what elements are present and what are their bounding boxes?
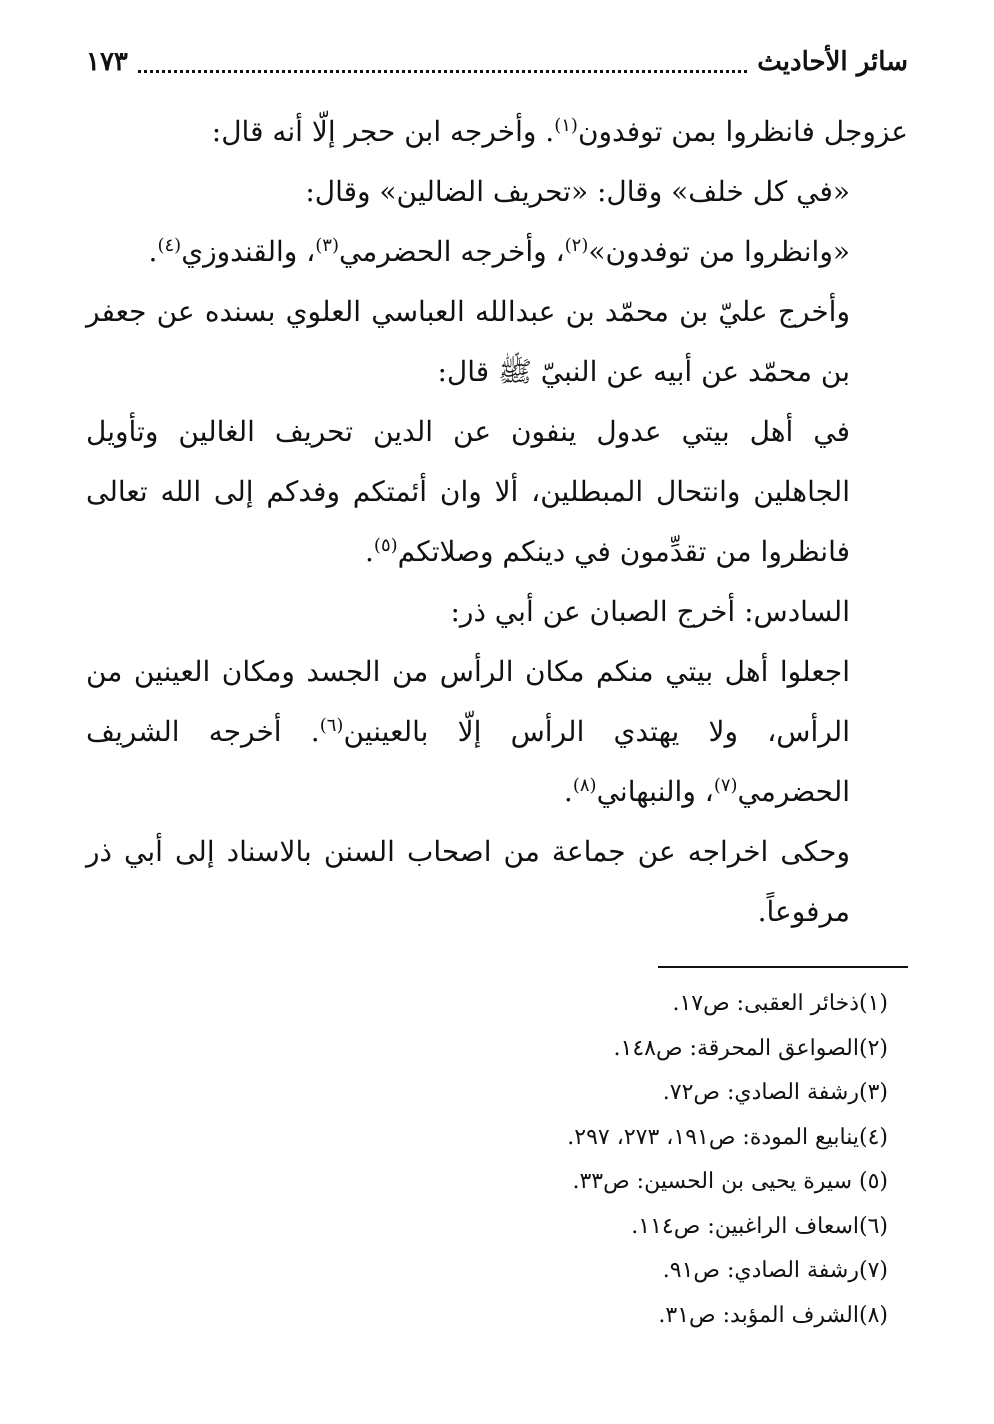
paragraph-3-text-b: ، وأخرجه الحضرمي <box>338 235 565 268</box>
paragraph-3-text-c: ، والقندوزي <box>181 235 316 268</box>
paragraph-5-text: في أهل بيتي عدول ينفون عن الدين تحريف الغالين وتأويل الجاهلين وانتحال المبطلين، ألا وان أئمتكم وفدكم إلى الله تعالى فانظروا من تقدِّمون في دينكم وصلاتكم <box>86 415 850 568</box>
paragraph-7 <box>86 642 908 822</box>
footnote-8: (٨)الشرف المؤبد: ص٣١. <box>658 1302 888 1328</box>
paragraph-5 <box>86 402 908 582</box>
paragraph-1-tail: . وأخرجه ابن حجر إلّا أنه قال: <box>211 115 555 148</box>
paragraph-4: وأخرج عليّ بن محمّد بن عبدالله العباسي العلوي بسنده عن جعفر بن محمّد عن أبيه عن النبيّ ﷺ قال: <box>86 295 850 388</box>
footnote-ref-2[interactable]: (٢) <box>564 235 589 256</box>
footnote-separator <box>658 966 908 968</box>
paragraph-1 <box>86 102 908 162</box>
footnote-ref-7[interactable]: (٧) <box>713 775 738 796</box>
footnote-6: (٦)اسعاف الراغبين: ص١١٤. <box>631 1213 888 1239</box>
paragraph-2: «في كل خلف» وقال: «تحريف الضالين» وقال: <box>305 175 850 208</box>
footnote-ref-3[interactable]: (٣) <box>315 235 339 256</box>
footnote-4: (٤)ينابيع المودة: ص١٩١، ٢٧٣، ٢٩٧. <box>567 1124 888 1150</box>
footnote-2: (٢)الصواعق المحرقة: ص١٤٨. <box>613 1035 888 1061</box>
footnote-ref-6[interactable]: (٦) <box>319 715 344 736</box>
footnote-ref-8[interactable]: (٨) <box>572 775 597 796</box>
footnote-ref-4[interactable]: (٤) <box>157 235 182 256</box>
page-number: ١٧٣ <box>86 47 128 77</box>
running-title: سائر الأحاديث <box>757 47 908 77</box>
paragraph-5-tail: . <box>365 535 374 568</box>
paragraph-3 <box>86 222 908 282</box>
footnote-ref-5[interactable]: (٥) <box>373 535 398 556</box>
paragraph-7-text-d: . <box>563 775 573 808</box>
footnote-7: (٧)رشفة الصادي: ص٩١. <box>662 1258 888 1283</box>
header-dot-leader <box>138 70 747 73</box>
paragraph-8: وحكى اخراجه عن جماعة من اصحاب السنن بالاسناد إلى أبي ذر مرفوعاً. <box>86 835 850 928</box>
footnote-5: (٥) سيرة يحيى بن الحسين: ص٣٣. <box>572 1169 888 1194</box>
paragraph-7-text-c: ، والنبهاني <box>596 775 714 808</box>
running-header <box>86 40 908 84</box>
footnote-3: (٣)رشفة الصادي: ص٧٢. <box>662 1080 888 1105</box>
paragraph-7-text-b: . أخرجه الشريف الحضرمي <box>86 715 850 808</box>
footnote-ref-1[interactable]: (١) <box>554 115 578 136</box>
footnotes <box>86 982 908 1338</box>
footnote-1: (١)ذخائر العقبى: ص١٧. <box>672 991 888 1016</box>
main-text <box>86 102 908 942</box>
paragraph-3-text-d: . <box>148 235 158 268</box>
paragraph-3-text-a: «وانظروا من توفدون» <box>588 235 850 268</box>
paragraph-7-text-a: اجعلوا أهل بيتي منكم مكان الرأس من الجسد ومكان العينين من الرأس، ولا يهتدي الرأس إلّا بالعينين <box>86 655 850 748</box>
paragraph-1-text: عزوجل فانظروا بمن توفدون <box>577 115 908 148</box>
paragraph-6: السادس: أخرج الصبان عن أبي ذر: <box>450 595 850 628</box>
